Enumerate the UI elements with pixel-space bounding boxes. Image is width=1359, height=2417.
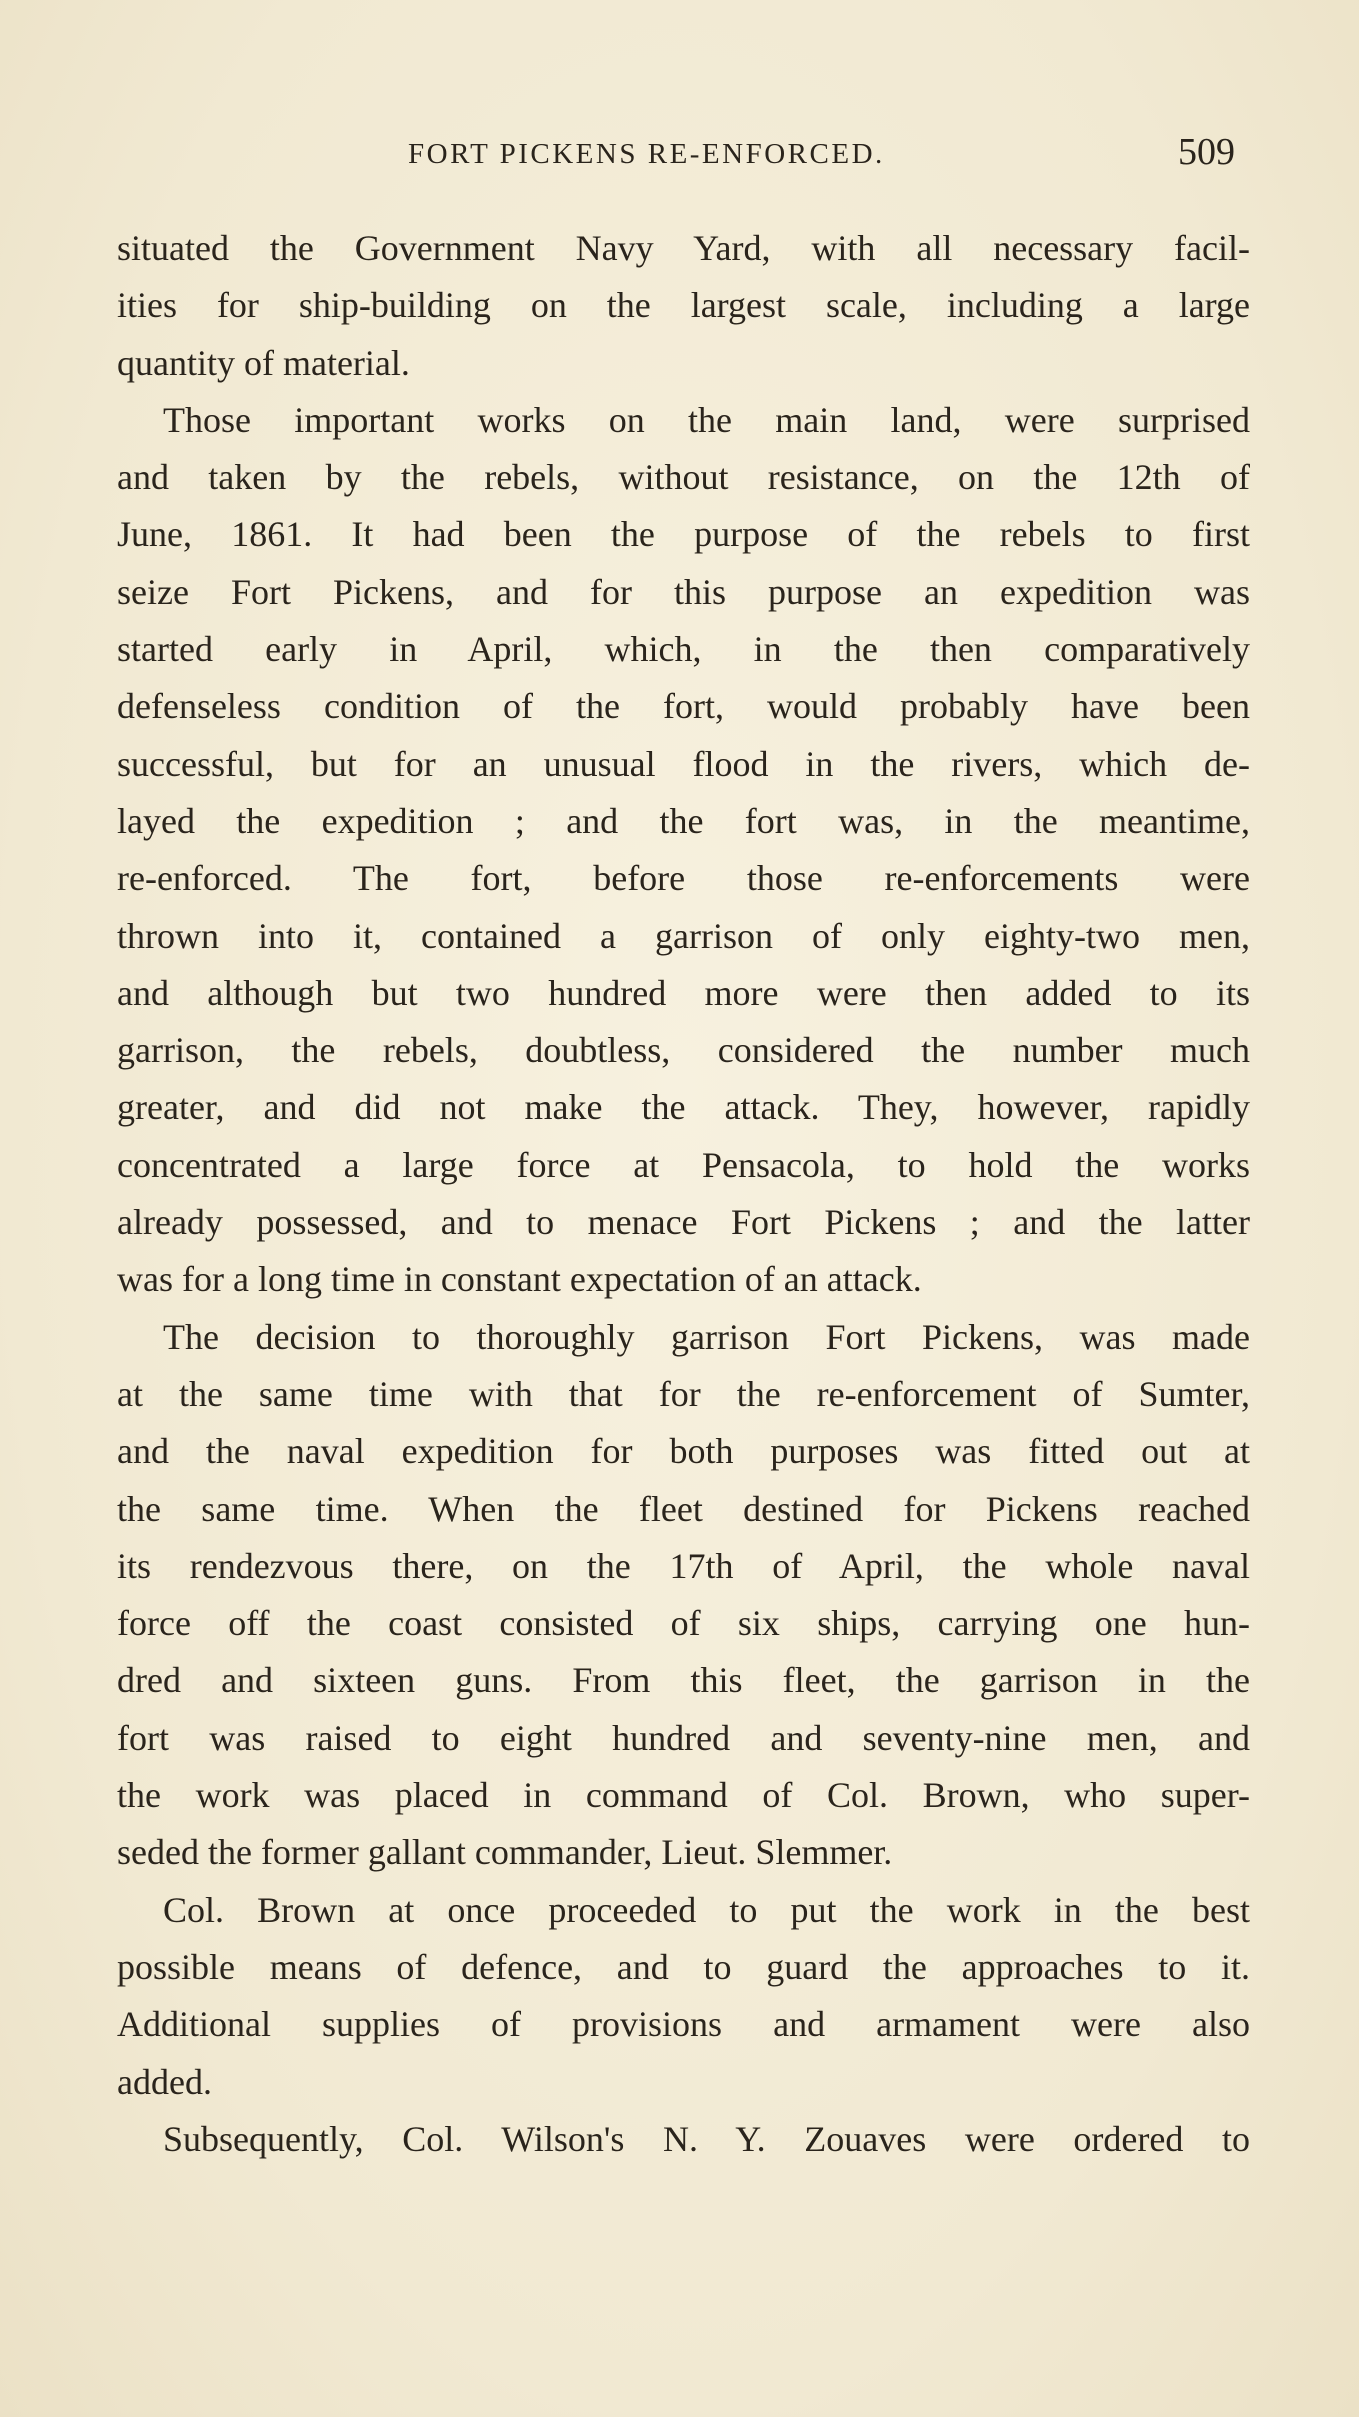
text-line: The decision to thoroughly garrison Fort Pickens, was made bbox=[163, 1316, 1250, 1357]
text-line: concentrated a large force at Pensacola, to hold the works bbox=[117, 1144, 1250, 1185]
text-line: seded the former gallant commander, Lieut. Slemmer. bbox=[117, 1832, 893, 1873]
text-line: successful, but for an unusual flood in the rivers, which de- bbox=[117, 743, 1250, 784]
text-line: re-enforced. The fort, before those re-enforcements were bbox=[117, 858, 1250, 899]
text-line: June, 1861. It had been the purpose of the rebels to first bbox=[117, 514, 1250, 555]
text-line: quantity of material. bbox=[117, 342, 410, 383]
text-line: ities for ship-building on the largest scale, including a large bbox=[117, 285, 1250, 326]
text-line: situated the Government Navy Yard, with all necessary facil- bbox=[117, 228, 1250, 268]
text-line: its rendezvous there, on the 17th of April, the whole naval bbox=[117, 1545, 1250, 1586]
text-line: Those important works on the main land, were surprised bbox=[163, 399, 1250, 440]
text-line: thrown into it, contained a garrison of only eighty-two men, bbox=[117, 915, 1250, 956]
running-title: FORT PICKENS RE-ENFORCED. bbox=[408, 138, 885, 170]
text-line: and taken by the rebels, without resistance, on the 12th of bbox=[117, 457, 1250, 498]
text-line: already possessed, and to menace Fort Pickens ; and the latter bbox=[117, 1202, 1250, 1243]
text-line: greater, and did not make the attack. They, however, rapidly bbox=[117, 1087, 1250, 1128]
text-line: started early in April, which, in the then comparatively bbox=[117, 629, 1250, 670]
text-line: possible means of defence, and to guard the approaches to it. bbox=[117, 1946, 1250, 1987]
text-line: Additional supplies of provisions and armament were also bbox=[117, 2004, 1250, 2045]
text-line: dred and sixteen guns. From this fleet, the garrison in the bbox=[117, 1660, 1250, 1701]
text-line: and the naval expedition for both purposes was fitted out at bbox=[117, 1431, 1250, 1472]
body-text bbox=[117, 220, 1250, 2168]
text-line: defenseless condition of the fort, would probably have been bbox=[117, 686, 1250, 727]
text-line: the work was placed in command of Col. Brown, who super- bbox=[117, 1775, 1250, 1816]
text-line: Col. Brown at once proceeded to put the work in the best bbox=[163, 1889, 1250, 1930]
text-line: garrison, the rebels, doubtless, considered the number much bbox=[117, 1030, 1250, 1071]
text-line: was for a long time in constant expectation of an attack. bbox=[117, 1259, 922, 1300]
text-line: force off the coast consisted of six ships, carrying one hun- bbox=[117, 1603, 1250, 1644]
text-line: the same time. When the fleet destined for Pickens reached bbox=[117, 1488, 1250, 1529]
text-line: added. bbox=[117, 2061, 212, 2102]
text-line: at the same time with that for the re-enforcement of Sumter, bbox=[117, 1373, 1250, 1414]
text-line: and although but two hundred more were then added to its bbox=[117, 972, 1250, 1013]
page-number: 509 bbox=[1178, 131, 1235, 173]
text-line: fort was raised to eight hundred and seventy-nine men, and bbox=[117, 1717, 1250, 1758]
running-head bbox=[0, 130, 1359, 180]
text-line: Subsequently, Col. Wilson's N. Y. Zouaves were ordered to bbox=[163, 2118, 1250, 2159]
text-line: layed the expedition ; and the fort was, in the meantime, bbox=[117, 800, 1250, 841]
text-line: seize Fort Pickens, and for this purpose an expedition was bbox=[117, 571, 1250, 612]
